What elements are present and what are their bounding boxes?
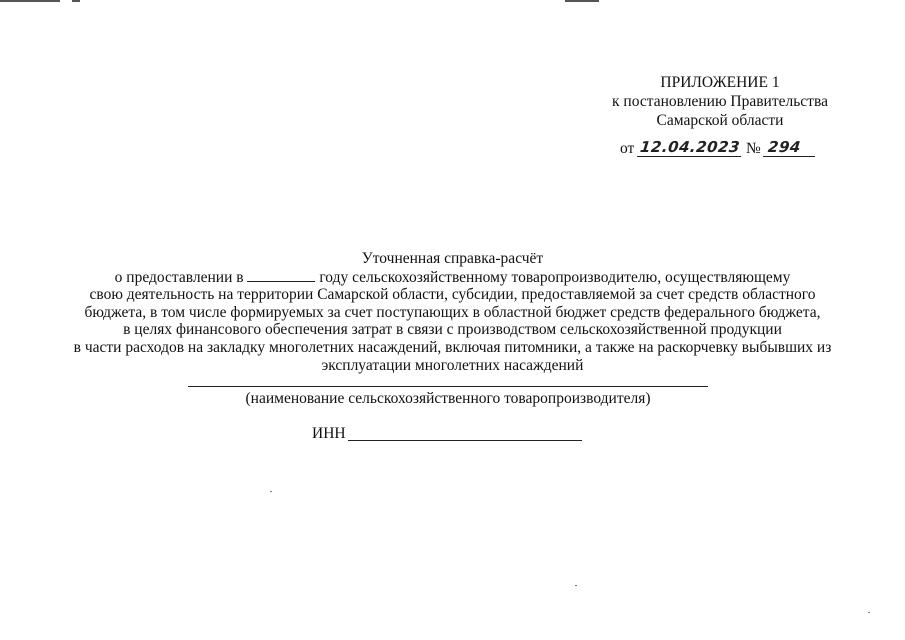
producer-name-caption: (наименование сельскохозяйственного товаропроизводителя) — [245, 390, 651, 407]
resolution-number-handwritten: 294 — [763, 138, 817, 157]
scan-mark-left — [0, 0, 60, 2]
number-label: № — [746, 140, 761, 157]
appendix-header — [600, 73, 840, 130]
from-label: от — [620, 140, 635, 157]
scan-mark-left-tick — [72, 0, 80, 2]
year-blank-field — [247, 268, 315, 282]
document-title-block — [40, 250, 865, 374]
appendix-resolution-line: к постановлению Правительства — [612, 93, 828, 110]
title-line-7: эксплуатации многолетних насаждений — [321, 356, 584, 374]
scan-speck — [270, 491, 272, 492]
scan-mark-center — [565, 0, 599, 2]
title-line-5: в целях финансового обеспечения затрат в связи с производством сельскохозяйственной продукции — [123, 321, 782, 339]
title-line-year-before: о предоставлении в — [114, 268, 244, 286]
appendix-heading: ПРИЛОЖЕНИЕ 1 — [660, 74, 780, 91]
scan-speck — [868, 612, 870, 613]
scan-speck — [575, 585, 577, 586]
title-line-6: в части расходов на закладку многолетних насаждений, включая питомники, а также на раскорчевку выбывших из — [73, 338, 832, 356]
producer-name-blank-line — [188, 386, 708, 387]
document-title: Уточненная справка-расчёт — [361, 250, 544, 267]
title-line-4: бюджета, в том числе формируемых за счет поступающих в областной бюджет средств федерального бюджета, — [84, 303, 821, 321]
resolution-date-handwritten: 12.04.2023 — [637, 138, 743, 157]
appendix-region-line: Самарской области — [656, 112, 784, 129]
resolution-date-line — [620, 138, 820, 160]
inn-label: ИНН — [312, 425, 346, 442]
inn-blank-line — [348, 440, 582, 441]
title-line-year — [40, 268, 865, 287]
title-line-year-after: году сельскохозяйственному товаропроизводителю, осуществляющему — [319, 268, 791, 286]
title-line-3: свою деятельность на территории Самарской области, субсидии, предоставляемой за счет средств областного — [89, 286, 816, 304]
